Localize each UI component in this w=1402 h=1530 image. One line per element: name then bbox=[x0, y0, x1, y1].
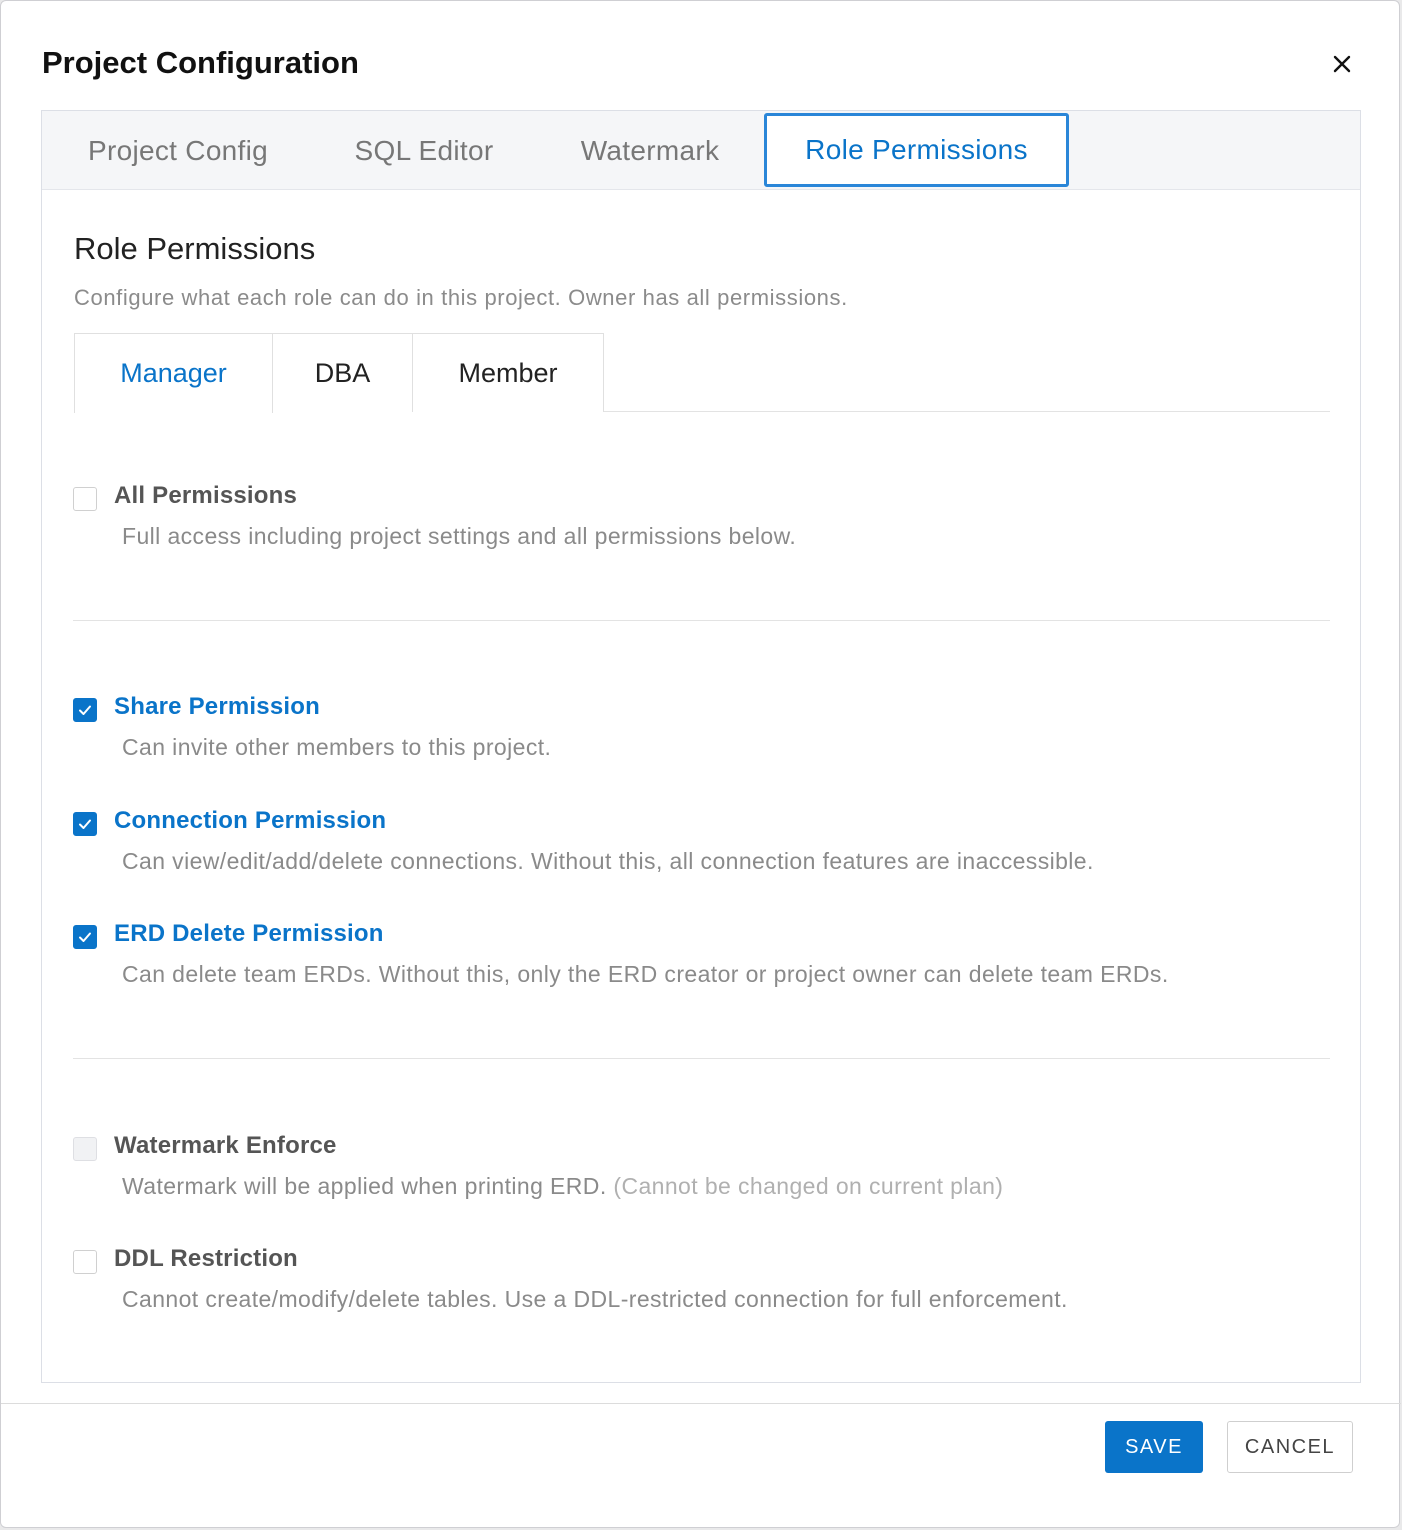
permission-label: All Permissions bbox=[114, 482, 298, 509]
dialog-title: Project Configuration bbox=[42, 45, 359, 80]
config-panel bbox=[41, 110, 1361, 1383]
save-button[interactable]: SAVE bbox=[1105, 1421, 1203, 1473]
permission-label: Share Permission bbox=[114, 693, 320, 720]
divider bbox=[73, 620, 1330, 621]
share-permission-checkbox[interactable] bbox=[73, 698, 97, 722]
all-permissions-checkbox[interactable] bbox=[73, 487, 97, 511]
permission-label: Watermark Enforce bbox=[114, 1132, 337, 1159]
permission-description: Full access including project settings and all permissions below. bbox=[122, 523, 797, 549]
tab-project-config[interactable]: Project Config bbox=[87, 134, 269, 166]
role-tab-member[interactable]: Member bbox=[412, 333, 604, 412]
check-icon bbox=[78, 817, 92, 831]
close-button[interactable] bbox=[1323, 47, 1361, 85]
cancel-button[interactable]: CANCEL bbox=[1227, 1421, 1353, 1473]
connection-permission-checkbox[interactable] bbox=[73, 812, 97, 836]
plan-restriction-note: (Cannot be changed on current plan) bbox=[613, 1173, 1004, 1199]
divider bbox=[73, 1058, 1330, 1059]
watermark-enforce-checkbox bbox=[73, 1137, 97, 1161]
permission-label: DDL Restriction bbox=[114, 1245, 298, 1272]
permission-label: ERD Delete Permission bbox=[114, 920, 384, 947]
permission-description: Can view/edit/add/delete connections. Without this, all connection features are inaccessible. bbox=[122, 848, 1094, 874]
close-icon bbox=[1333, 55, 1351, 78]
permission-description: Can invite other members to this project. bbox=[122, 734, 552, 760]
role-tab-manager[interactable]: Manager bbox=[74, 333, 273, 413]
permission-description-text: Watermark will be applied when printing ERD. bbox=[122, 1173, 607, 1199]
role-tab-dba[interactable]: DBA bbox=[272, 333, 413, 412]
section-description: Configure what each role can do in this project. Owner has all permissions. bbox=[74, 285, 848, 310]
check-icon bbox=[78, 703, 92, 717]
tab-role-permissions[interactable]: Role Permissions bbox=[764, 113, 1069, 187]
check-icon bbox=[78, 930, 92, 944]
permission-description: Cannot create/modify/delete tables. Use a DDL-restricted connection for full enforcement. bbox=[122, 1286, 1068, 1312]
permission-label: Connection Permission bbox=[114, 807, 387, 834]
ddl-restriction-checkbox[interactable] bbox=[73, 1250, 97, 1274]
permission-description: Can delete team ERDs. Without this, only the ERD creator or project owner can delete team ERDs. bbox=[122, 961, 1169, 987]
erd-delete-permission-checkbox[interactable] bbox=[73, 925, 97, 949]
tab-watermark[interactable]: Watermark bbox=[580, 134, 720, 166]
config-tabbar bbox=[42, 111, 1360, 190]
section-title: Role Permissions bbox=[74, 231, 316, 266]
role-tabs bbox=[74, 333, 1330, 412]
footer-divider bbox=[1, 1403, 1401, 1404]
permission-description bbox=[122, 1173, 1003, 1200]
tab-sql-editor[interactable]: SQL Editor bbox=[354, 134, 494, 166]
